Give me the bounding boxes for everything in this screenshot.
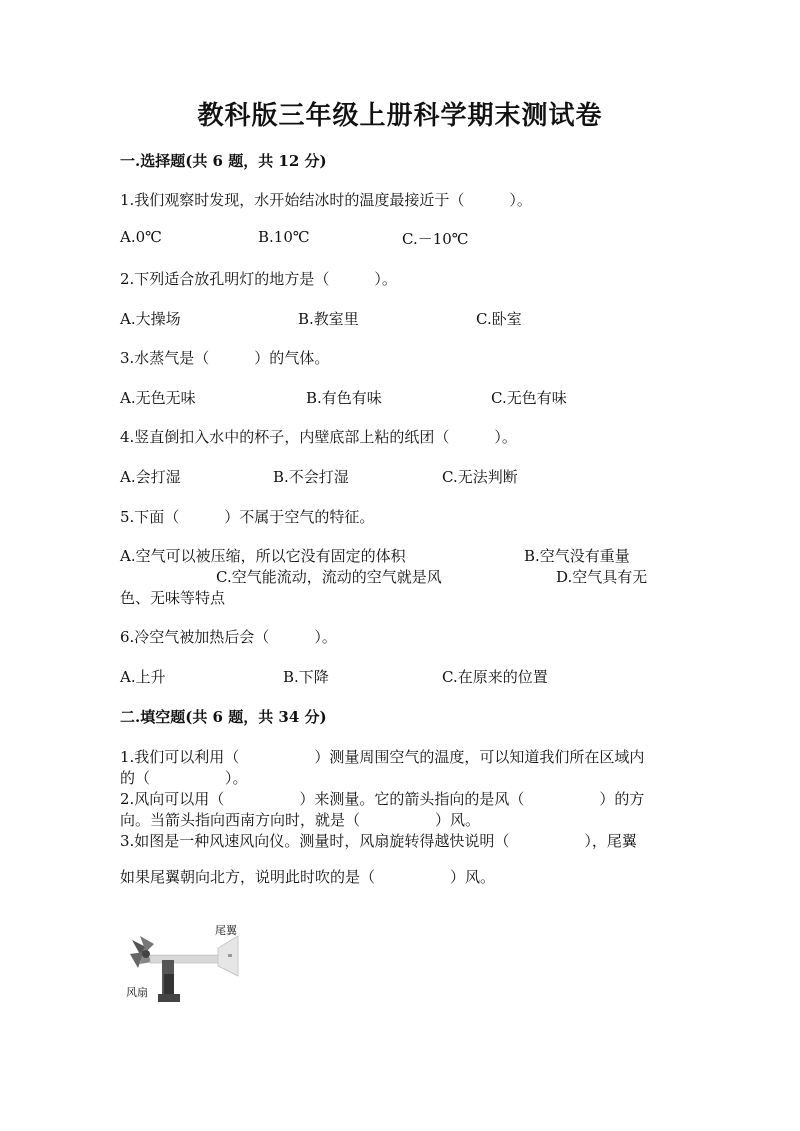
question-5-option-d-continued: 色、无味等特点 bbox=[120, 589, 226, 607]
fill-line-5: 3.如图是一种风速风向仪。测量时，风扇旋转得越快说明（ ），尾翼 bbox=[120, 832, 637, 850]
question-6-option-c: C.在原来的位置 bbox=[442, 668, 548, 686]
question-2-option-a: A.大操场 bbox=[120, 310, 181, 328]
fan-label: 风扇 bbox=[126, 986, 148, 999]
question-1-option-b: B.10℃ bbox=[258, 228, 310, 246]
question-2-option-b: B.教室里 bbox=[298, 310, 359, 328]
fill-line-4: 向。当箭头指向西南方向时，就是（ ）风。 bbox=[120, 811, 481, 829]
question-4-option-a: A.会打湿 bbox=[120, 468, 181, 486]
section-heading-choice: 一.选择题(共 6 题，共 12 分) bbox=[120, 152, 327, 170]
question-5-option-c: C.空气能流动，流动的空气就是风 bbox=[216, 568, 442, 586]
question-6-option-a: A.上升 bbox=[120, 668, 166, 686]
question-1-option-c: C.－10℃ bbox=[402, 230, 469, 248]
question-3-option-c: C.无色有味 bbox=[491, 389, 567, 407]
page-title: 教科版三年级上册科学期末测试卷 bbox=[197, 101, 603, 131]
question-1: 1.我们观察时发现，水开始结冰时的温度最接近于（ ）。 bbox=[120, 191, 532, 209]
wind-vane-figure bbox=[120, 922, 250, 1007]
question-5-option-d: D.空气具有无 bbox=[556, 568, 648, 586]
question-6-option-b: B.下降 bbox=[283, 668, 329, 686]
question-4-option-c: C.无法判断 bbox=[442, 468, 518, 486]
question-1-option-a: A.0℃ bbox=[120, 228, 162, 246]
fill-line-2: 的（ ）。 bbox=[120, 769, 248, 787]
tail-fin-label: 尾翼 bbox=[215, 924, 237, 937]
question-3-option-b: B.有色有味 bbox=[306, 389, 382, 407]
question-2: 2.下列适合放孔明灯的地方是（ ）。 bbox=[120, 270, 397, 288]
question-4-option-b: B.不会打湿 bbox=[273, 468, 349, 486]
fill-line-1: 1.我们可以利用（ ）测量周围空气的温度，可以知道我们所在区域内 bbox=[120, 748, 645, 766]
question-5-option-b: B.空气没有重量 bbox=[524, 547, 630, 565]
fill-line-3: 2.风向可以用（ ）来测量。它的箭头指向的是风（ ）的方 bbox=[120, 790, 645, 808]
question-5-option-a: A.空气可以被压缩，所以它没有固定的体积 bbox=[120, 547, 406, 565]
question-3: 3.水蒸气是（ ）的气体。 bbox=[120, 349, 330, 367]
question-6: 6.冷空气被加热后会（ ）。 bbox=[120, 628, 337, 646]
question-4: 4.竖直倒扣入水中的杯子，内壁底部上粘的纸团（ ）。 bbox=[120, 428, 517, 446]
section-heading-fill-blank: 二.填空题(共 6 题，共 34 分) bbox=[120, 708, 327, 726]
fill-line-6: 如果尾翼朝向北方，说明此时吹的是（ ）风。 bbox=[120, 868, 496, 886]
question-2-option-c: C.卧室 bbox=[476, 310, 522, 328]
question-3-option-a: A.无色无味 bbox=[120, 389, 196, 407]
question-5: 5.下面（ ）不属于空气的特征。 bbox=[120, 508, 375, 526]
